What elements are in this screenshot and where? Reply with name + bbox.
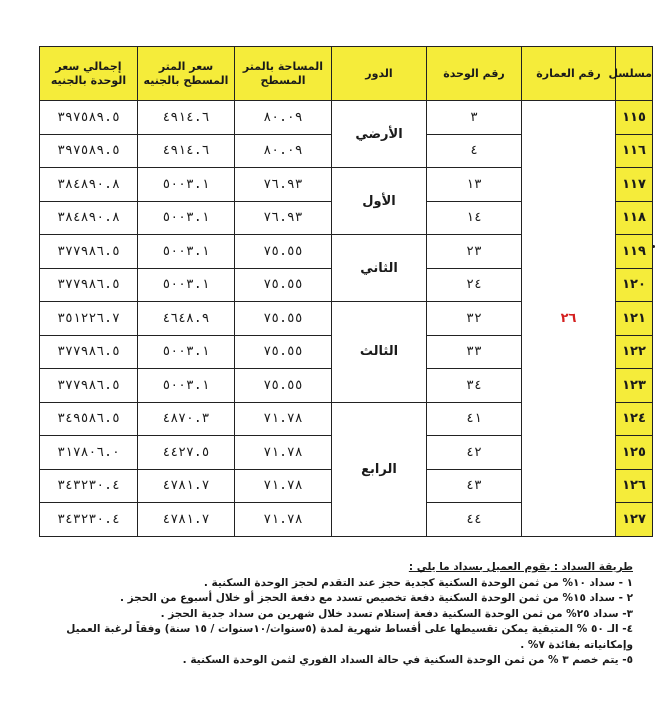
price-per-meter-cell: ٤٨٧٠.٣: [138, 402, 235, 436]
payment-term-line: وإمكانياته بفائدة ٧% .: [520, 638, 633, 651]
unit-number-cell: ١٤: [427, 201, 522, 235]
serial-cell: ١٢٧: [616, 503, 653, 537]
serial-cell: ١١٧: [616, 168, 653, 202]
floor-cell: الثاني: [332, 235, 427, 302]
floor-cell: الأول: [332, 168, 427, 235]
header-total-price: إجمالي سعر الوحدة بالجنيه: [40, 47, 138, 101]
price-per-meter-cell: ٥٠٠٣.١: [138, 235, 235, 269]
payment-terms-heading: طريقة السداد : يقوم العميل بسداد ما يلي :: [408, 561, 633, 573]
building-number-cell: ٢٦: [522, 101, 616, 537]
floor-cell: الثالث: [332, 302, 427, 403]
price-per-meter-cell: ٤٦٤٨.٩: [138, 302, 235, 336]
payment-term-line: ٢ - سداد ١٥% من ثمن الوحدة السكنية دفعة تخصيص تسدد مع دفعة الحجز أو خلال أسبوع من الحجز .: [119, 592, 633, 604]
unit-number-cell: ٣٢: [427, 302, 522, 336]
serial-cell: ١١٦: [616, 134, 653, 168]
total-price-cell: ٣٥١٢٢٦.٧: [40, 302, 138, 336]
header-price-per-meter: سعر المتر المسطح بالجنيه: [138, 47, 235, 101]
price-per-meter-cell: ٥٠٠٣.١: [138, 268, 235, 302]
serial-cell: ١١٥: [616, 101, 653, 135]
total-price-cell: ٣٧٧٩٨٦.٥: [40, 268, 138, 302]
area-cell: ٧٦.٩٣: [235, 201, 332, 235]
header-floor: الدور: [332, 47, 427, 101]
header-unit-number: رقم الوحدة: [427, 47, 522, 101]
area-cell: ٧٥.٥٥: [235, 369, 332, 403]
price-per-meter-cell: ٥٠٠٣.١: [138, 369, 235, 403]
area-cell: ٧٥.٥٥: [235, 335, 332, 369]
price-per-meter-cell: ٤٩١٤.٦: [138, 134, 235, 168]
area-cell: ٧١.٧٨: [235, 503, 332, 537]
unit-number-cell: ٤١: [427, 402, 522, 436]
header-area: المساحة بالمتر المسطح: [235, 47, 332, 101]
area-cell: ٧١.٧٨: [235, 436, 332, 470]
area-cell: ٨٠.٠٩: [235, 134, 332, 168]
area-cell: ٧١.٧٨: [235, 469, 332, 503]
price-per-meter-cell: ٤٩١٤.٦: [138, 101, 235, 135]
unit-number-cell: ٤: [427, 134, 522, 168]
unit-number-cell: ٤٤: [427, 503, 522, 537]
total-price-cell: ٣٨٤٨٩٠.٨: [40, 168, 138, 202]
floor-cell: الرابع: [332, 402, 427, 536]
unit-number-cell: ٢٣: [427, 235, 522, 269]
unit-number-cell: ٤٣: [427, 469, 522, 503]
total-price-cell: ٣٧٧٩٨٦.٥: [40, 335, 138, 369]
units-price-table: [39, 46, 653, 537]
payment-terms-list: [33, 576, 633, 669]
area-cell: ٧٦.٩٣: [235, 168, 332, 202]
serial-cell: ١٢٤: [616, 402, 653, 436]
price-per-meter-cell: ٥٠٠٣.١: [138, 335, 235, 369]
serial-cell: ١١٨: [616, 201, 653, 235]
area-cell: ٧٥.٥٥: [235, 235, 332, 269]
serial-cell: ١٢٦: [616, 469, 653, 503]
header-serial: مسلسل: [616, 47, 653, 101]
total-price-cell: ٣٤٣٢٣٠.٤: [40, 469, 138, 503]
unit-number-cell: ٢٤: [427, 268, 522, 302]
unit-number-cell: ٣٤: [427, 369, 522, 403]
header-building-number: رقم العمارة: [522, 47, 616, 101]
floor-cell: الأرضي: [332, 101, 427, 168]
serial-cell: ١٢٢: [616, 335, 653, 369]
price-per-meter-cell: ٥٠٠٣.١: [138, 168, 235, 202]
unit-number-cell: ٤٢: [427, 436, 522, 470]
serial-cell: ١٢٣: [616, 369, 653, 403]
total-price-cell: ٣٩٧٥٨٩.٥: [40, 101, 138, 135]
price-per-meter-cell: ٤٤٢٧.٥: [138, 436, 235, 470]
table-header-row: [40, 47, 653, 101]
serial-cell: ١٢١: [616, 302, 653, 336]
unit-number-cell: ٣: [427, 101, 522, 135]
total-price-cell: ٣٧٧٩٨٦.٥: [40, 235, 138, 269]
serial-cell: ١٢٠: [616, 268, 653, 302]
total-price-cell: ٣٤٩٥٨٦.٥: [40, 402, 138, 436]
unit-number-cell: ٣٣: [427, 335, 522, 369]
price-per-meter-cell: ٤٧٨١.٧: [138, 469, 235, 503]
area-cell: ٧٥.٥٥: [235, 268, 332, 302]
total-price-cell: ٣٤٣٢٣٠.٤: [40, 503, 138, 537]
area-cell: ٧٥.٥٥: [235, 302, 332, 336]
payment-terms: [33, 560, 633, 669]
serial-cell: ١٢٥: [616, 436, 653, 470]
total-price-cell: ٣٩٧٥٨٩.٥: [40, 134, 138, 168]
price-per-meter-cell: ٤٧٨١.٧: [138, 503, 235, 537]
total-price-cell: ٣٨٤٨٩٠.٨: [40, 201, 138, 235]
price-per-meter-cell: ٥٠٠٣.١: [138, 201, 235, 235]
area-cell: ٧١.٧٨: [235, 402, 332, 436]
serial-cell: ١١٩: [616, 235, 653, 269]
area-cell: ٨٠.٠٩: [235, 101, 332, 135]
payment-term-line: ٣- سداد ٢٥% من ثمن الوحدة السكنية دفعة إستلام تسدد خلال شهرين من سداد جدية الحجز .: [160, 607, 633, 620]
price-sheet: [39, 46, 652, 537]
table-row: [40, 101, 653, 135]
payment-term-line: ٤- الـ ٥٠ % المتبقية يمكن تقسيطها على أقساط شهرية لمدة (٥سنوات/١٠سنوات / ١٥ سنة) وفقاً لرغبة العميل: [66, 623, 633, 635]
total-price-cell: ٣٧٧٩٨٦.٥: [40, 369, 138, 403]
payment-term-line: ١ - سداد ١٠% من ثمن الوحدة السكنية كجدية حجز عند التقدم لحجز الوحدة السكنية .: [203, 576, 633, 589]
scan-speck: [652, 245, 655, 248]
payment-term-line: ٥- يتم خصم ٣ % من ثمن الوحدة السكنية في حالة السداد الفوري لثمن الوحدة السكنية .: [182, 654, 633, 666]
total-price-cell: ٣١٧٨٠٦.٠: [40, 436, 138, 470]
unit-number-cell: ١٣: [427, 168, 522, 202]
